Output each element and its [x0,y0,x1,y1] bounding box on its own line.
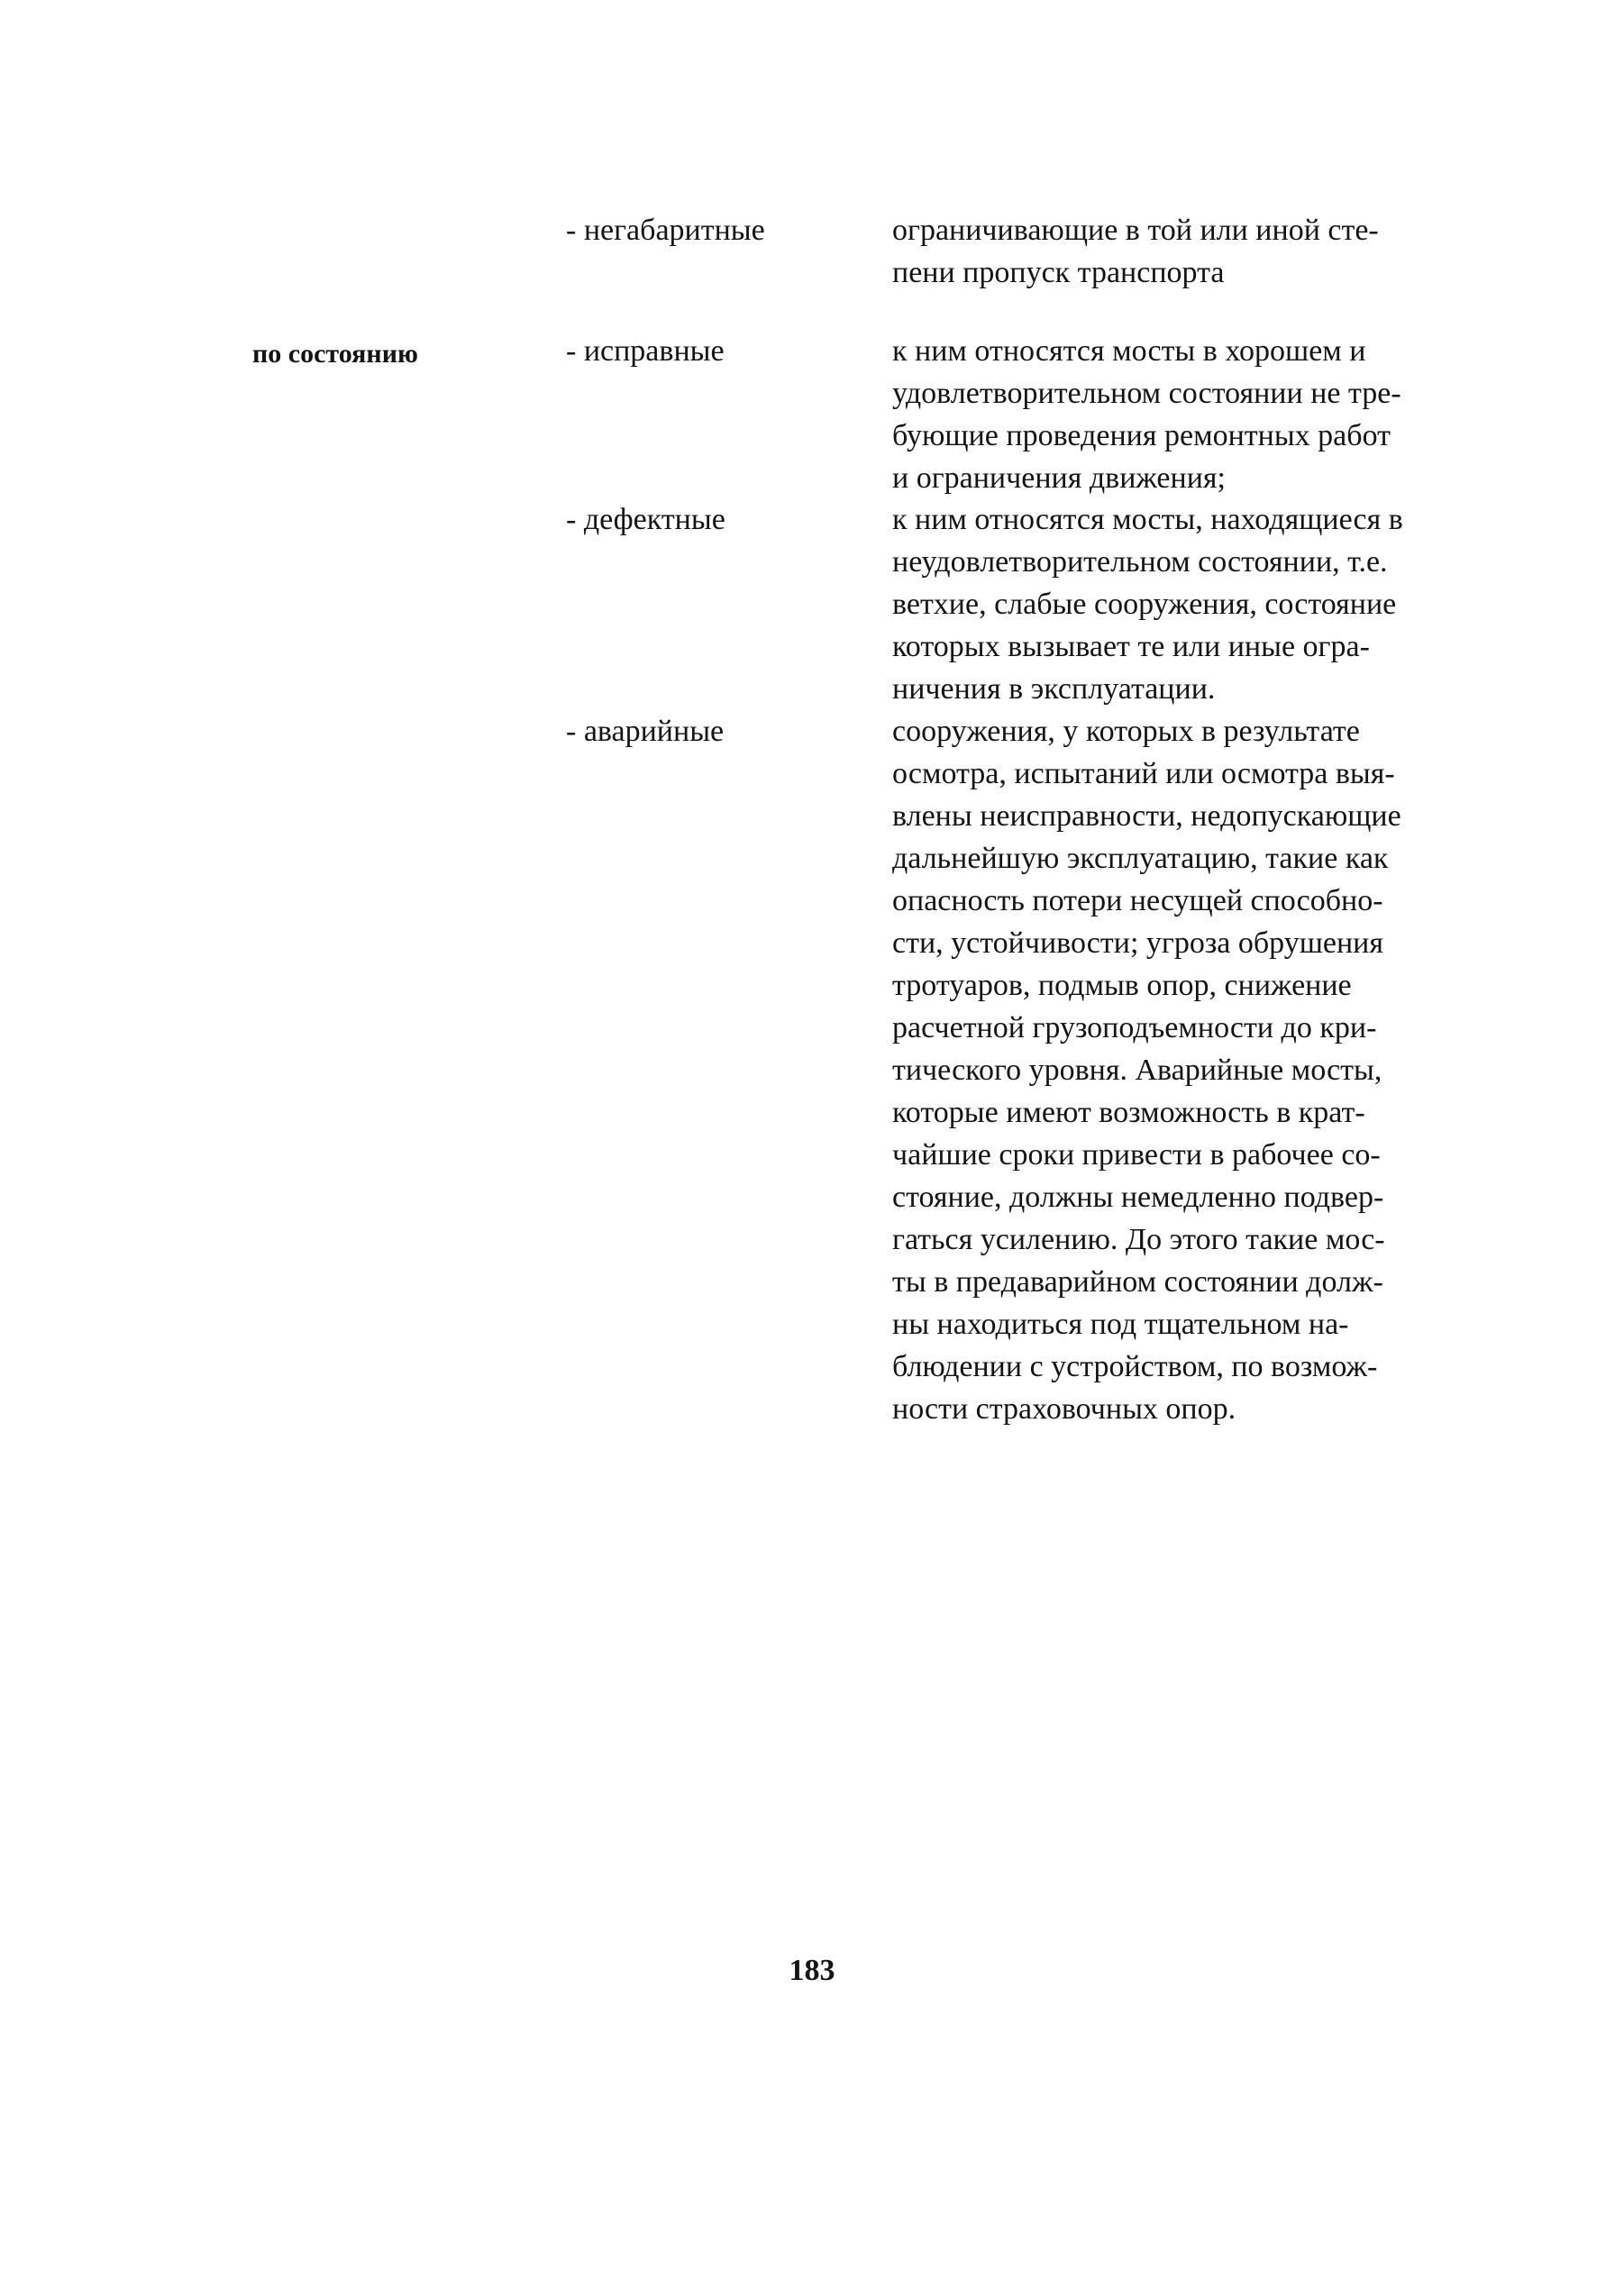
description-line: тического уровня. Аварийные мосты, [892,1053,1382,1087]
description-line: к ним относятся мосты, находящиеся в [892,503,1403,536]
description-line: сти, устойчивости; угроза обрушения [892,926,1384,960]
term-description [892,498,1541,710]
description-line: удовлетворительном состоянии не тре- [892,377,1401,410]
term-label: - негабаритные [566,214,765,247]
description-line: расчетной грузоподъемности до кри- [892,1011,1377,1044]
term-description [892,209,1541,294]
description-line: пени пропуск транспорта [892,256,1225,289]
description-line: стояние, должны немедленно подвер- [892,1181,1384,1214]
term-description [892,330,1541,499]
description-line: гаться усилению. До этого такие мос- [892,1223,1385,1256]
description-line: влены неисправности, недопускающие [892,799,1401,833]
term-label: - аварийные [566,715,725,748]
description-line: чайшие сроки привести в рабочее со- [892,1138,1381,1172]
description-line: ты в предаварийном состоянии долж- [892,1265,1383,1299]
term-label: - исправные [566,334,725,368]
description-line: дальнейшую эксплуатацию, такие как [892,842,1389,875]
description-line: блюдении с устройством, по возмож- [892,1350,1378,1383]
description-line: которых вызывает те или иные огра- [892,630,1370,663]
description-line: сооружения, у которых в результате [892,715,1360,748]
description-line: неудовлетворительном состоянии, т.е. [892,545,1388,579]
description-line: опасность потери несущей способно- [892,884,1383,917]
term-description [892,710,1541,1430]
description-line: ветхие, слабые сооружения, состояние [892,588,1397,621]
term-label: - дефектные [566,503,725,536]
description-line: ности страховочных опор. [892,1392,1236,1426]
description-line: к ним относятся мосты в хорошем и [892,334,1366,368]
description-line: ничения в эксплуатации. [892,672,1216,706]
description-line: и ограничения движения; [892,461,1226,495]
category-label: по состоянию [252,339,418,369]
description-line: бующие проведения ремонтных работ [892,419,1391,452]
description-line: тротуаров, подмыв опор, снижение [892,969,1352,1002]
page-number: 183 [789,1954,835,1987]
description-line: ограничивающие в той или иной сте- [892,214,1379,247]
description-line: которые имеют возможность в крат- [892,1096,1365,1129]
description-line: осмотра, испытаний или осмотра выя- [892,757,1395,790]
description-line: ны находиться под тщательном на- [892,1308,1349,1341]
